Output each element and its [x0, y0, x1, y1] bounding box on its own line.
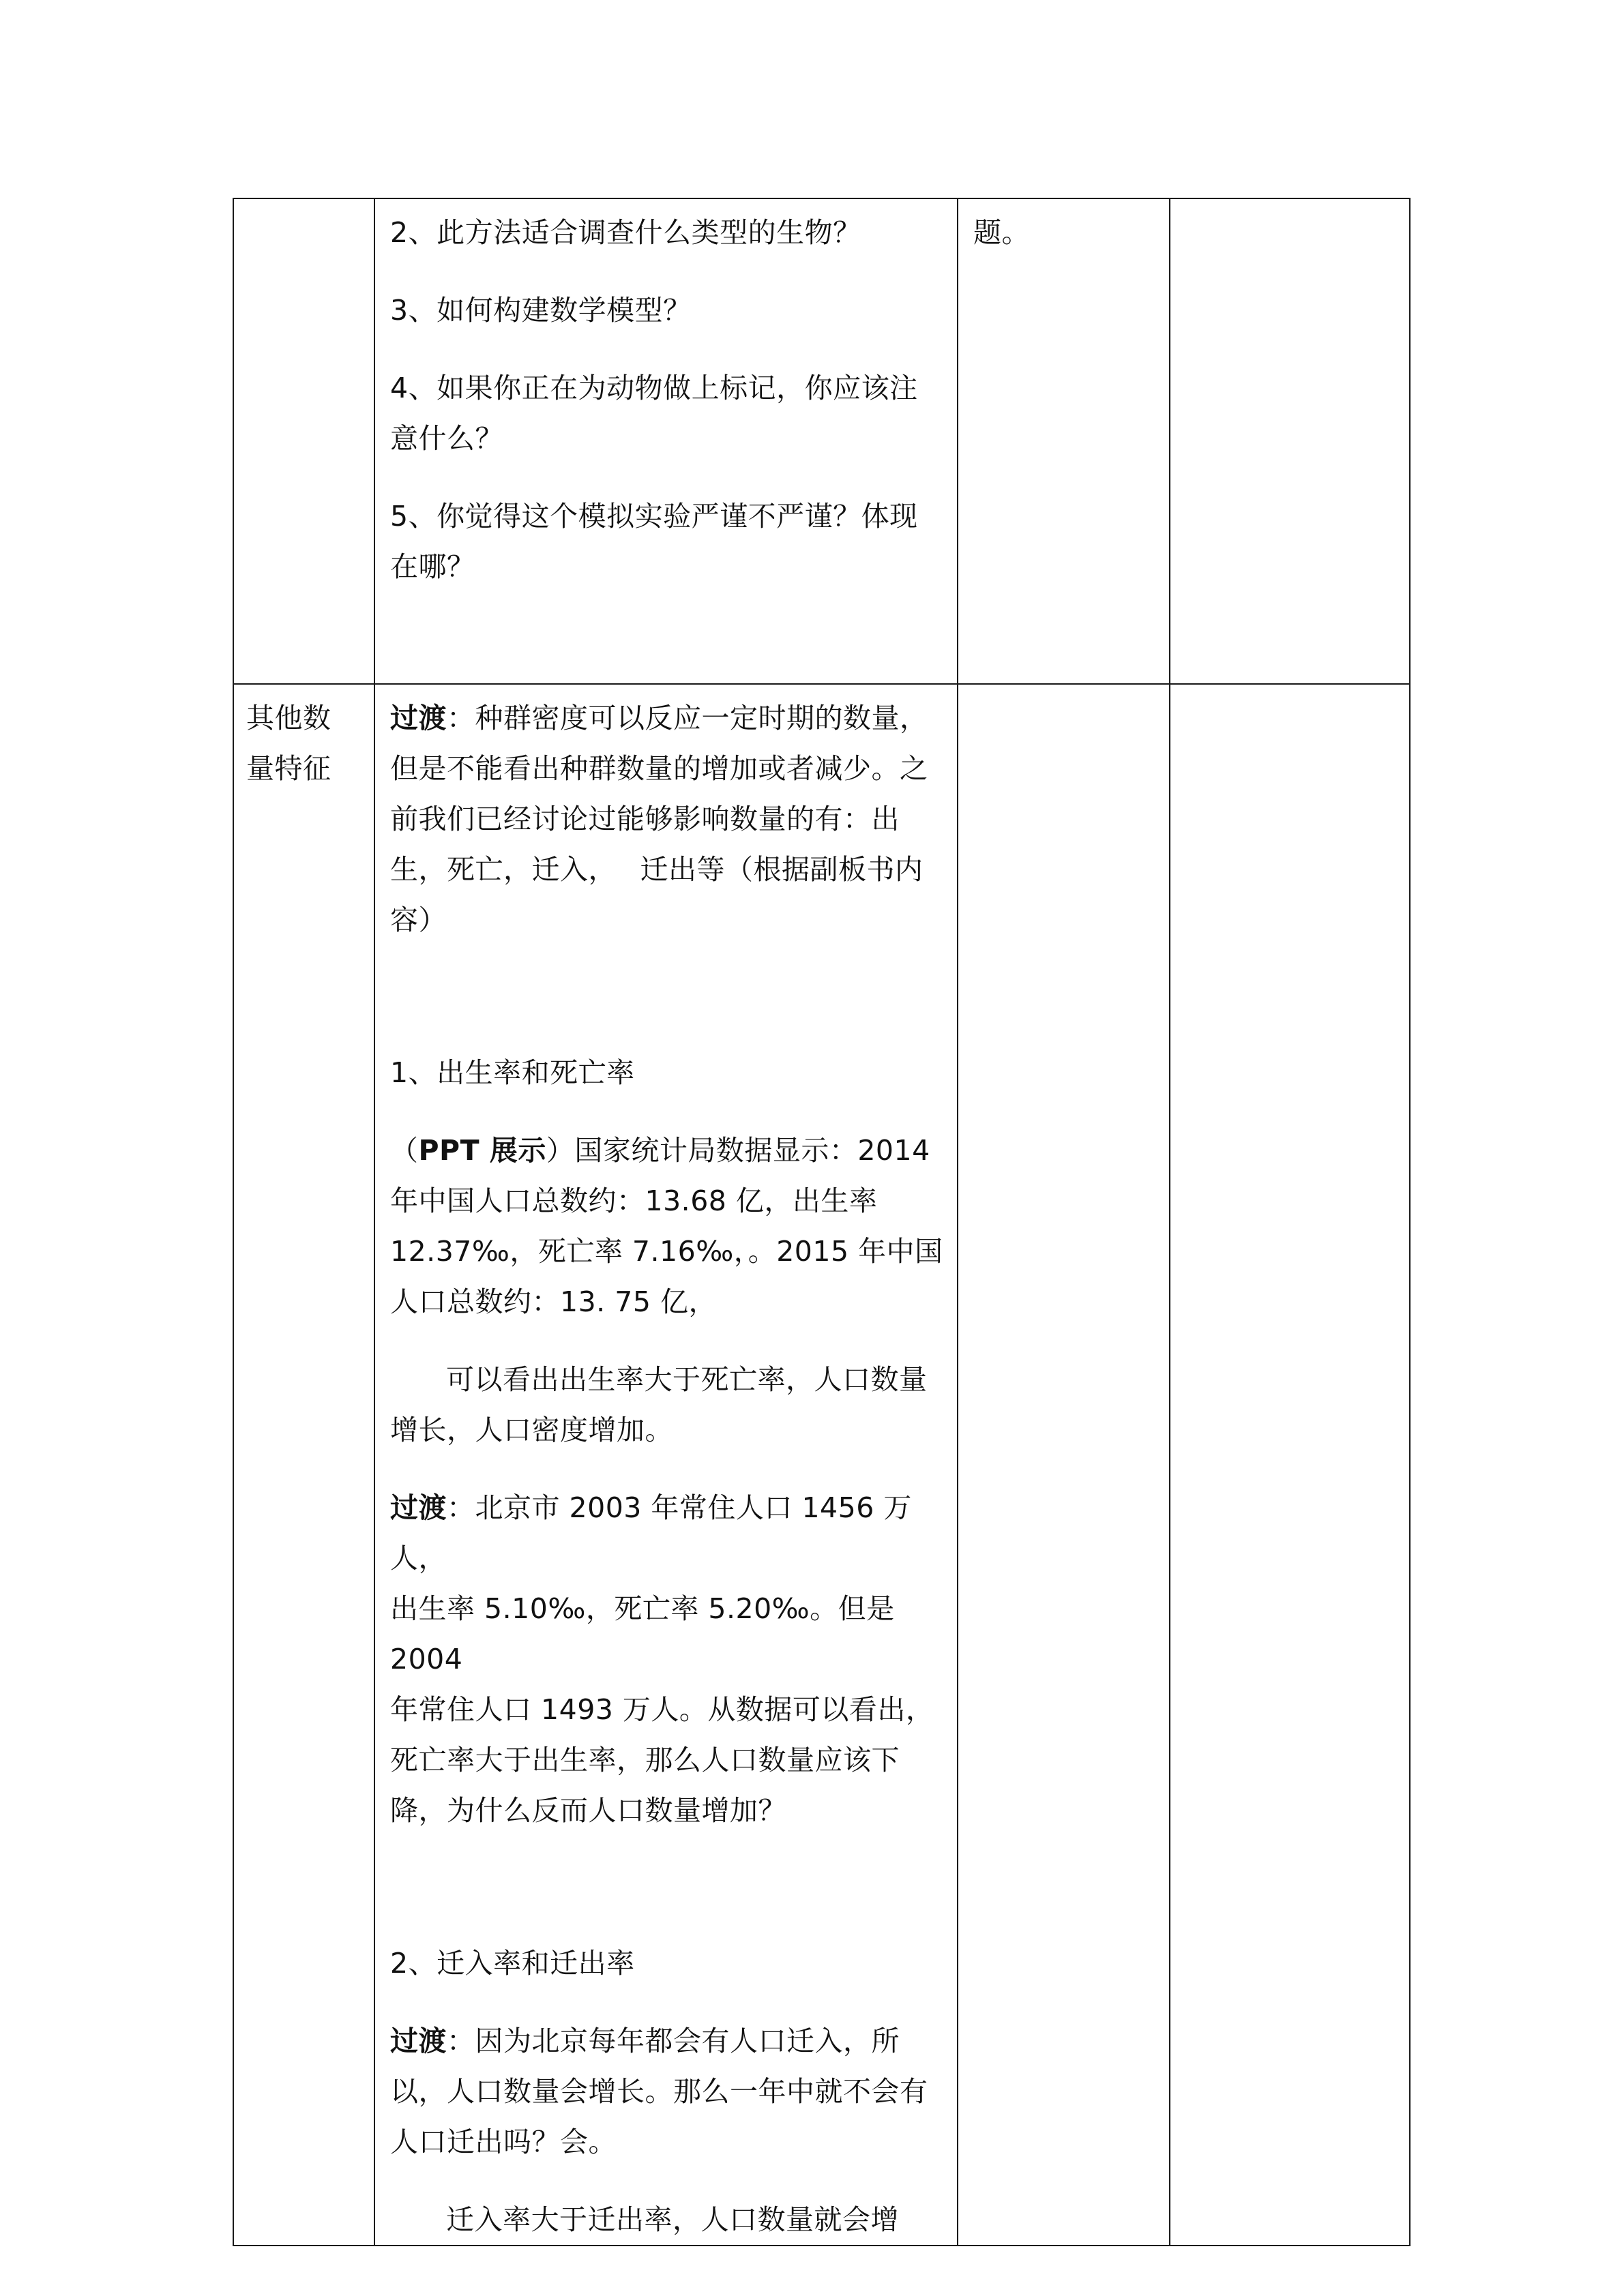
content-cell	[374, 684, 958, 2246]
question-3: 3、如何构建数学模型？	[390, 294, 692, 327]
table-row	[233, 684, 1410, 2246]
question-2: 2、此方法适合调查什么类型的生物？	[390, 216, 861, 249]
question-4: 4、如果你正在为动物做上标记，你应该注 意什么？	[390, 372, 918, 455]
transition-paragraph-1: 过渡：种群密度可以反应一定时期的数量， 但是不能看出种群数量的增加或者减少。之 前我们已经讨论过能够影响数量的有：出 生，死亡，迁入， 迁出等（根据副板书内 容）	[390, 702, 928, 936]
transition-label: 过渡	[390, 2025, 447, 2057]
subheading-birth-death-rate: 1、出生率和死亡率	[390, 1056, 635, 1089]
transition-paragraph-3: 过渡：因为北京每年都会有人口迁入，所 以，人口数量会增长。那么一年中就不会有 人口迁出吗？会。	[390, 2025, 928, 2158]
transition-label: 过渡	[390, 1491, 447, 1524]
section-title-line1: 其他数	[246, 702, 331, 734]
section-cell	[233, 198, 374, 684]
content-cell	[374, 198, 958, 684]
section-cell	[233, 684, 374, 2246]
lesson-plan-table	[233, 198, 1411, 2246]
migration-conclusion: 迁入率大于迁出率，人口数量就会增	[446, 2203, 899, 2236]
ppt-label: PPT 展示	[418, 1134, 546, 1167]
transition-label: 过渡	[390, 702, 447, 734]
student-activity-cell	[958, 198, 1170, 684]
transition-paragraph-2: 过渡：北京市 2003 年常住人口 1456 万人， 出生率 5.10‰，死亡率 5.20‰。但是 2004 年常住人口 1493 万人。从数据可以看出， 死亡率大于出生率，那么人口数量应该下 降，为什么反而人口数量增加？	[390, 1491, 934, 1827]
student-activity-text: 题。	[973, 216, 1030, 249]
notes-cell	[1170, 198, 1410, 684]
conclusion-paragraph: 可以看出出生率大于死亡率，人口数量 增长，人口密度增加。	[390, 1363, 928, 1446]
table-row	[233, 198, 1410, 684]
student-activity-cell	[958, 684, 1170, 2246]
notes-cell	[1170, 684, 1410, 2246]
section-title-line2: 量特征	[246, 752, 331, 785]
ppt-data-paragraph: （PPT 展示）国家统计局数据显示：2014 年中国人口总数约：13.68 亿，出生率 12.37‰，死亡率 7.16‰，。2015 年中国 人口总数约：13. 75 亿，	[390, 1134, 943, 1318]
question-5: 5、你觉得这个模拟实验严谨不严谨？体现 在哪？	[390, 500, 918, 583]
subheading-migration-rate: 2、迁入率和迁出率	[390, 1947, 635, 1980]
